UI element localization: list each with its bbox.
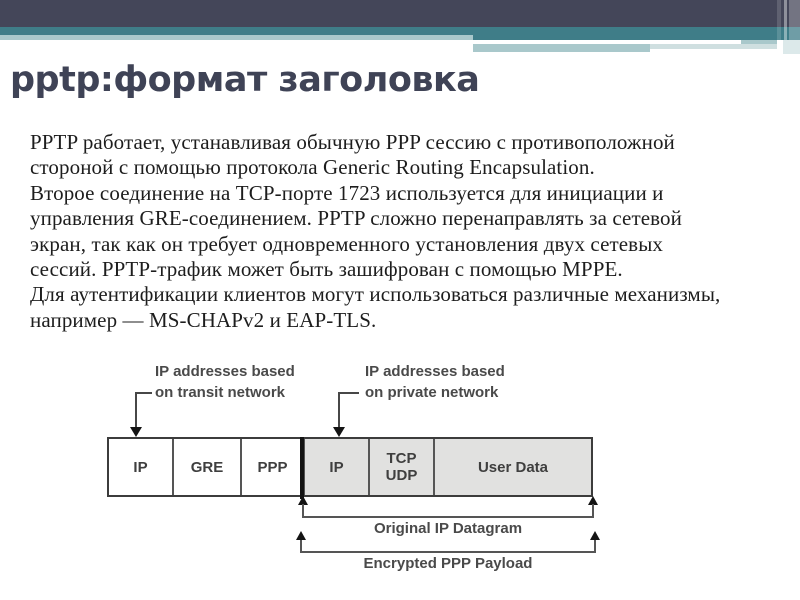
body-text-line: Второе соединение на TCP-порте 1723 используется для инициации и (30, 180, 664, 205)
bracket-riser (302, 504, 304, 516)
header-accent-stripe (789, 0, 800, 40)
arrow-up-icon (590, 531, 600, 540)
bracket-riser (594, 540, 596, 551)
body-text-line: управления GRE-соединением. PPTP сложно перенаправлять за сетевой (30, 206, 682, 231)
annotation-private-network (365, 361, 505, 403)
bracket-label-original-ip-datagram: Original IP Datagram (373, 520, 523, 537)
header-dark-bar (0, 0, 800, 27)
header-lighter-band (650, 44, 777, 49)
elbow-connector-line (135, 392, 137, 428)
header-teal-extension (473, 27, 800, 40)
annotation-line: on private network (365, 384, 499, 401)
header-right-column (783, 40, 800, 54)
packet-cell-ppp: PPP (242, 439, 305, 495)
packet-cell-ip-outer: IP (109, 439, 174, 495)
arrow-up-icon (296, 531, 306, 540)
header-accent-stripe (777, 0, 781, 40)
bracket-riser (592, 504, 594, 516)
annotation-line: IP addresses based (365, 363, 505, 380)
encapsulation-boundary-divider (300, 437, 304, 499)
packet-cell-line: UDP (385, 467, 418, 484)
body-text-line: Для аутентификации клиентов могут использоваться различные механизмы, (30, 282, 721, 307)
header-light-band (473, 44, 650, 52)
body-text-line: PPTP работает, устанавливая обычную PPP сессию с противоположной (30, 130, 675, 154)
elbow-connector-line (338, 392, 340, 428)
bracket-riser (300, 540, 302, 551)
arrow-down-icon (130, 427, 142, 437)
slide-body-text (30, 130, 790, 333)
annotation-line: on transit network (155, 384, 286, 401)
packet-cell-user-data: User Data (435, 439, 591, 495)
annotation-transit-network (155, 361, 295, 403)
body-text-line: экран, так как он требует одновременного установления двух сетевых (30, 231, 664, 256)
elbow-connector-line (135, 392, 152, 394)
header-light-strip-left (0, 35, 473, 40)
arrow-down-icon (333, 427, 345, 437)
elbow-connector-line (338, 392, 359, 394)
body-text-line: стороной с помощью протокола Generic Routing Encapsulation. (30, 155, 595, 180)
bracket-label-encrypted-ppp-payload: Encrypted PPP Payload (363, 555, 533, 572)
body-text-line: например — MS-CHAPv2 и EAP-TLS. (30, 307, 377, 332)
packet-header-row (107, 437, 593, 497)
annotation-line: IP addresses based (155, 363, 295, 380)
packet-cell-gre: GRE (174, 439, 242, 495)
packet-cell-tcp-udp (370, 439, 435, 495)
packet-cell-ip-inner: IP (305, 439, 370, 495)
body-text-line: сессий. PPTP-трафик может быть зашифрован с помощью MPPE. (30, 257, 623, 282)
bracket-line (300, 551, 596, 553)
header-accent-stripe (784, 0, 787, 40)
slide-title: pptp:формат заголовка (10, 60, 480, 100)
packet-cell-line: TCP (386, 450, 417, 467)
bracket-line (302, 516, 594, 518)
